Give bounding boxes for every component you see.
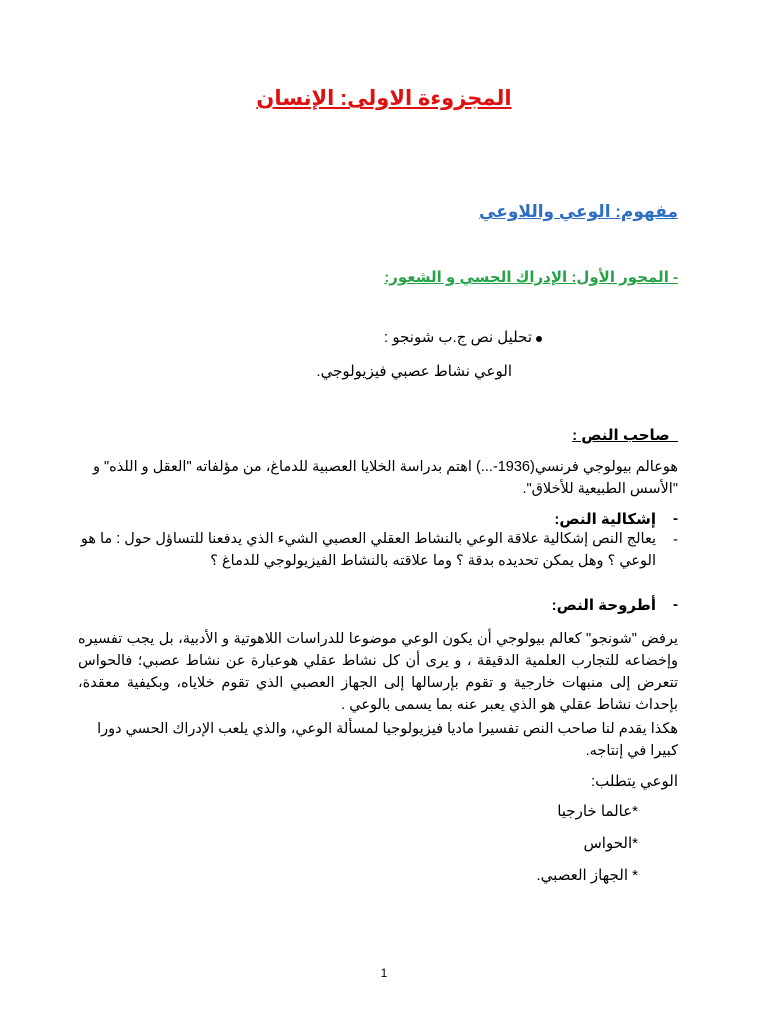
thesis-paragraph: يرفض "شونجو" كعالم بيولوجي أن يكون الوعي موضوعا للدراسات اللاهوتية و الأدبية، بل يجب تفسيره وإخضاعه للتجارب العلمية الدقيقة ، و يرى أن كل نشاط عقلي هوعبارة عن نشاط عصبي؛ فالحواس تتعرض إلى منبهات خارجية و تقوم بإرسالها إلى الجهاز العصبي الذي تقوم خلاياه، وبكيفية معقدة، بإحداث نشاط عقلي هو الذي يعبر عنه بما يسمى بالوعي . xyxy=(78,631,678,713)
problem-dash: - xyxy=(673,510,678,527)
axis-heading: - المحور الأول: الإدراك الحسي و الشعور: xyxy=(384,269,678,286)
bullet-dot-icon xyxy=(536,336,542,342)
requirements-label: الوعي يتطلب: xyxy=(591,773,678,790)
analysis-bullet: تحليل نص ج.ب شونجو : xyxy=(384,329,532,346)
thesis-dash: - xyxy=(673,596,678,613)
concept-heading: مفهوم: الوعي واللاوعي xyxy=(479,202,678,221)
problem-text-dash: - xyxy=(673,531,678,548)
thesis-heading: أطروحة النص: xyxy=(551,597,656,614)
document-title: المجزوءة الاولى: الإنسان xyxy=(256,87,512,110)
problem-paragraph: يعالج النص إشكالية علاقة الوعي بالنشاط العقلي العصبي الشيء الذي يدفعنا للتساؤل حول : ما هو الوعي ؟ وهل يمكن تحديده بدقة ؟ وما علاقته بالنشاط الفيزيولوجي للدماغ ؟ xyxy=(80,531,656,569)
author-paragraph: هوعالم بيولوجي فرنسي(1936-...) اهتم بدراسة الخلايا العصبية للدماغ، من مؤلفاته "العقل و اللذه" و "الأسس الطبيعية للأخلاق". xyxy=(93,459,678,497)
summary-paragraph: هكذا يقدم لنا صاحب النص تفسيرا ماديا فيزيولوجيا لمسألة الوعي، والذي يلعب الإدراك الحسي دورا كبيرا في إنتاجه. xyxy=(97,721,678,759)
requirement-item: * الجهاز العصبي. xyxy=(536,867,638,884)
page-number: 1 xyxy=(380,966,388,980)
requirement-item: *عالما خارجيا xyxy=(557,803,638,820)
analysis-subtitle: الوعي نشاط عصبي فيزيولوجي. xyxy=(316,363,512,380)
requirement-item: *الحواس xyxy=(583,835,638,852)
author-heading: _صاحب النص : xyxy=(572,427,678,444)
problem-heading: إشكالية النص: xyxy=(554,511,656,528)
